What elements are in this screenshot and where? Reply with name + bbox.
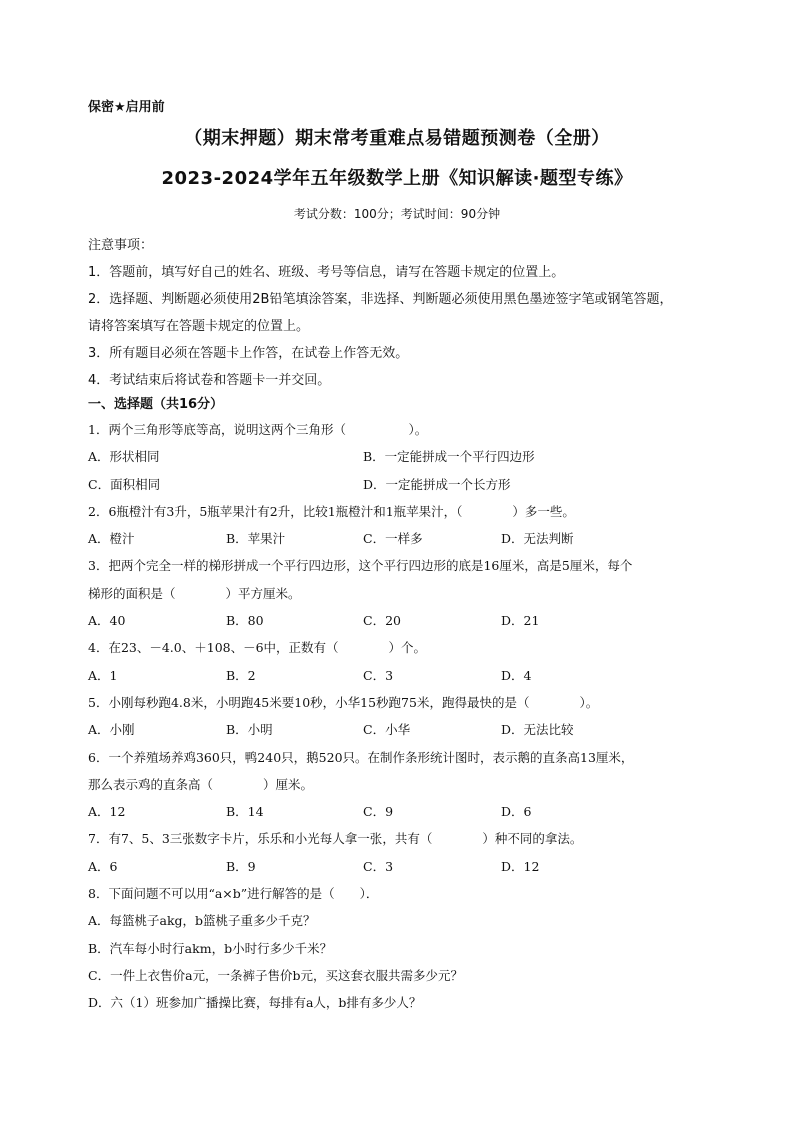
question-6-stem-continuation: 那么表示鸡的直条高（ ）厘米。: [88, 776, 314, 792]
note-item: 3．所有题目必须在答题卡上作答，在试卷上作答无效。: [88, 346, 409, 361]
question-1-option-c: C．面积相同: [88, 476, 161, 492]
question-2-options: [88, 525, 718, 552]
question-6-option-b: B．14: [226, 804, 264, 820]
question-6-options: [88, 798, 718, 825]
question-5-option-b: B．小明: [226, 722, 273, 738]
question-2-stem: 2．6瓶橙汁有3升，5瓶苹果汁有2升，比较1瓶橙汁和1瓶苹果汁，（ ）多一些。: [88, 503, 575, 519]
question-1-option-d: D．一定能拼成一个长方形: [363, 476, 511, 492]
question-3-stem-continuation: 梯形的面积是（ ）平方厘米。: [88, 585, 301, 601]
question-1-options-row2: [88, 471, 718, 498]
question-3-stem: 3．把两个完全一样的梯形拼成一个平行四边形，这个平行四边形的底是16厘米，高是5厘米，每个: [88, 558, 633, 574]
question-6-option-d: D．6: [501, 804, 532, 820]
question-3-option-c: C．20: [363, 613, 401, 629]
notes-heading: 注意事项：: [88, 238, 154, 253]
question-5-option-d: D．无法比较: [501, 722, 574, 738]
confidential-label: 保密★启用前: [88, 100, 165, 115]
question-4-option-c: C．3: [363, 667, 394, 683]
question-3-option-d: D．21: [501, 613, 540, 629]
question-4-option-d: D．4: [501, 667, 532, 683]
question-8-option-a: A．每篮桃子akg，b篮桃子重多少千克？: [88, 913, 316, 929]
question-2-option-a: A．橙汁: [88, 531, 135, 547]
question-7-option-d: D．12: [501, 858, 540, 874]
note-item: 1．答题前，填写好自己的姓名、班级、考号等信息，请写在答题卡规定的位置上。: [88, 265, 565, 280]
question-list: [88, 416, 718, 1017]
question-2-option-b: B．苹果汁: [226, 531, 286, 547]
question-2-option-d: D．无法判断: [501, 531, 574, 547]
question-7-option-a: A．6: [88, 858, 118, 874]
question-7-options: [88, 853, 718, 880]
exam-title: （期末押题）期末常考重难点易错题预测卷（全册）: [184, 128, 610, 149]
question-1-stem: 1．两个三角形等底等高，说明这两个三角形（ ）。: [88, 422, 428, 437]
question-3-options: [88, 607, 718, 634]
question-7-option-b: B．9: [226, 858, 256, 874]
question-1-option-b: B．一定能拼成一个平行四边形: [363, 449, 535, 465]
question-6-stem: 6．一个养殖场养鸡360只，鸭240只，鹅520只。在制作条形统计图时，表示鹅的直条高13厘米，: [88, 749, 634, 765]
question-5-options: [88, 716, 718, 743]
question-4-stem: 4．在23、－4.0、＋108、－6中，正数有（ ）个。: [88, 640, 427, 656]
question-7-option-c: C．3: [363, 858, 394, 874]
note-item: 4．考试结束后将试卷和答题卡一并交回。: [88, 373, 331, 388]
question-3-option-b: B．80: [226, 613, 264, 629]
question-2-option-c: C．一样多: [363, 531, 423, 547]
note-item-continuation: 请将答案填写在答题卡规定的位置上。: [88, 319, 310, 334]
question-6-option-c: C．9: [363, 804, 394, 820]
question-8-option-b: B．汽车每小时行akm，b小时行多少千米？: [88, 940, 333, 956]
question-8-option-d: D．六（1）班参加广播操比赛，每排有a人，b排有多少人？: [88, 995, 422, 1011]
question-4-options: [88, 662, 718, 689]
section-heading: 一、选择题（共16分）: [88, 397, 224, 412]
question-5-option-c: C．小华: [363, 722, 411, 738]
question-8-stem: 8．下面问题不可以用“a×b”进行解答的是（ ）．: [88, 886, 379, 902]
notes-section: [88, 232, 718, 394]
question-7-stem: 7．有7、5、3三张数字卡片，乐乐和小光每人拿一张，共有（ ）种不同的拿法。: [88, 831, 583, 847]
question-3-option-a: A．40: [88, 613, 126, 629]
question-1-option-a: A．形状相同: [88, 449, 160, 465]
question-5-option-a: A．小刚: [88, 722, 135, 738]
question-6-option-a: A．12: [88, 804, 126, 820]
exam-subtitle: 2023-2024学年五年级数学上册《知识解读·题型专练》: [161, 168, 633, 189]
exam-info: 考试分数：100分；考试时间：90分钟: [293, 207, 501, 221]
question-5-stem: 5．小刚每秒跑4.8米，小明跑45米要10秒，小华15秒跑75米，跑得最快的是（ ）。: [88, 694, 599, 710]
note-item: 2．选择题、判断题必须使用2B铅笔填涂答案，非选择、判断题必须使用黑色墨迹签字笔或钢笔答题，: [88, 292, 673, 307]
question-4-option-a: A．1: [88, 667, 118, 683]
question-8-option-c: C．一件上衣售价a元，一条裤子售价b元，买这套衣服共需多少元？: [88, 967, 464, 983]
question-1-options-row1: [88, 443, 718, 470]
question-4-option-b: B．2: [226, 667, 256, 683]
